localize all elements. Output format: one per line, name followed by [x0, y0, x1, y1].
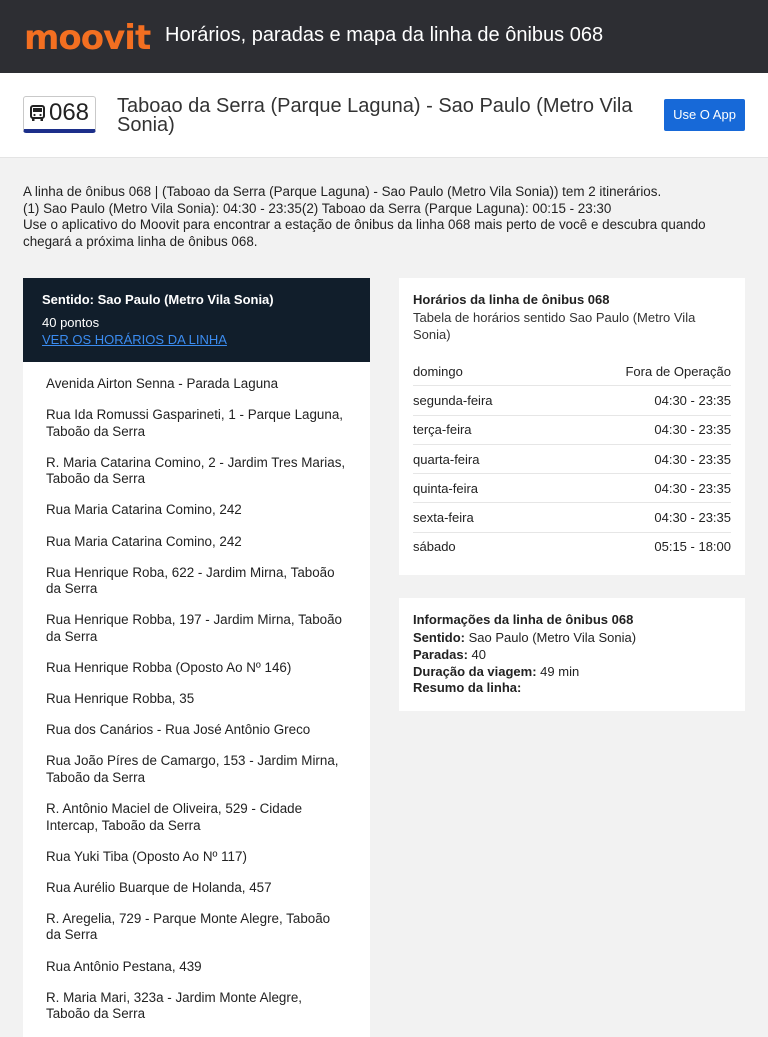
schedule-day: sábado — [413, 539, 456, 555]
stop-item[interactable]: Rua Yuki Tiba (Oposto Ao Nº 117) — [46, 848, 247, 864]
stop-item[interactable]: Rua João Píres de Camargo, 153 - Jardim Mirna, Taboão da Serra — [46, 753, 339, 785]
use-app-button[interactable]: Use O App — [664, 99, 745, 131]
stops-panel — [23, 278, 370, 1037]
schedule-row — [413, 503, 731, 532]
schedule-subtitle: Tabela de horários sentido Sao Paulo (Metro Vila Sonia) — [413, 310, 696, 342]
stop-item[interactable]: Avenida Airton Senna - Parada Laguna — [46, 376, 279, 391]
schedule-row — [413, 444, 731, 473]
schedule-title: Horários da linha de ônibus 068 — [413, 292, 610, 307]
view-schedule-link[interactable]: VER OS HORÁRIOS DA LINHA — [42, 332, 227, 347]
info-summary — [413, 680, 731, 697]
stop-item[interactable]: R. Aregelia, 729 - Parque Monte Alegre, Taboão da Serra — [46, 910, 331, 943]
bus-icon — [30, 105, 45, 122]
line-badge — [23, 96, 96, 133]
line-description — [23, 184, 743, 250]
moovit-logo[interactable]: moovit — [24, 18, 151, 58]
stop-item[interactable]: Rua Henrique Robba, 197 - Jardim Mirna, Taboão da Serra — [46, 612, 342, 644]
schedule-time: 04:30 - 23:35 — [550, 415, 731, 444]
schedule-day: quinta-feira — [413, 474, 550, 503]
top-bar — [0, 0, 768, 73]
info-duration-value: 49 min — [540, 663, 580, 679]
stop-item[interactable]: R. Antônio Maciel de Oliveira, 529 - Cidade Intercap, Taboão da Serra — [46, 801, 303, 833]
info-card — [399, 598, 745, 711]
info-title: Informações da linha de ônibus 068 — [413, 612, 634, 627]
info-direction-label: Sentido: — [413, 630, 465, 645]
schedule-row — [413, 474, 731, 503]
schedule-row — [413, 386, 731, 415]
schedule-time: 05:15 - 18:00 — [654, 539, 731, 555]
stop-item[interactable]: Rua Maria Catarina Comino, 242 — [46, 533, 242, 549]
schedule-day: quarta-feira — [413, 444, 550, 473]
stop-list — [23, 362, 370, 1023]
info-duration — [413, 664, 731, 681]
stops-count: 40 pontos — [42, 315, 100, 330]
stop-item[interactable]: Rua Aurélio Buarque de Holanda, 457 — [46, 879, 272, 895]
schedule-time: 04:30 - 23:35 — [550, 503, 731, 532]
schedule-row — [413, 532, 731, 561]
description-line: Use o aplicativo do Moovit para encontrar a estação de ônibus da linha 068 mais perto de você e descubra quando — [23, 217, 706, 232]
stop-item[interactable]: Rua Henrique Robba (Oposto Ao Nº 146) — [46, 660, 292, 676]
schedule-day: domingo — [413, 357, 550, 386]
schedule-time: Fora de Operação — [550, 357, 731, 386]
description-line: (1) Sao Paulo (Metro Vila Sonia): 04:30 - 23:35(2) Taboao da Serra (Parque Laguna): 00:15 - 23:30 — [23, 200, 612, 216]
description-line: A linha de ônibus 068 | (Taboao da Serra (Parque Laguna) - Sao Paulo (Metro Vila Sonia)) tem 2 itinerários. — [23, 184, 662, 199]
line-number: 068 — [48, 99, 90, 126]
stop-item[interactable]: R. Maria Mari, 323a - Jardim Monte Alegre, Taboão da Serra — [46, 989, 303, 1022]
stops-header — [23, 278, 370, 362]
schedule-row — [413, 415, 731, 444]
schedule-day: segunda-feira — [413, 386, 550, 415]
info-direction — [413, 630, 731, 647]
schedule-day: sexta-feira — [413, 503, 550, 532]
stop-item[interactable]: Rua Henrique Robba, 35 — [46, 691, 195, 707]
schedule-time: 04:30 - 23:35 — [550, 386, 731, 415]
schedule-card — [399, 278, 745, 575]
info-stops — [413, 647, 731, 664]
stop-item[interactable]: Rua Antônio Pestana, 439 — [46, 958, 202, 974]
page-title: Horários, paradas e mapa da linha de ônibus 068 — [165, 24, 604, 46]
info-stops-value: 40 — [471, 646, 487, 662]
description-line: chegará a próxima linha de ônibus 068. — [23, 233, 258, 249]
stop-item[interactable]: Rua Henrique Roba, 622 - Jardim Mirna, Taboão da Serra — [46, 564, 335, 597]
info-duration-label: Duração da viagem: — [413, 663, 537, 679]
stop-item[interactable]: Rua Maria Catarina Comino, 242 — [46, 502, 242, 518]
stop-item[interactable]: R. Maria Catarina Comino, 2 - Jardim Tres Marias, Taboão da Serra — [46, 454, 346, 487]
line-header — [0, 73, 768, 158]
stop-item[interactable]: Rua Ida Romussi Gasparineti, 1 - Parque Laguna, Taboão da Serra — [46, 407, 343, 439]
info-summary-label: Resumo da linha: — [413, 680, 522, 696]
schedule-row — [413, 357, 731, 386]
stops-direction: Sentido: Sao Paulo (Metro Vila Sonia) — [42, 292, 274, 307]
schedule-time: 04:30 - 23:35 — [550, 474, 731, 503]
schedule-time: 04:30 - 23:35 — [550, 444, 731, 473]
schedule-day: terça-feira — [413, 415, 550, 444]
schedule-table — [413, 357, 731, 561]
stop-item[interactable]: Rua dos Canários - Rua José Antônio Greco — [46, 722, 311, 738]
line-title: Taboao da Serra (Parque Laguna) - Sao Paulo (Metro Vila Sonia) — [117, 95, 633, 136]
info-stops-label: Paradas: — [413, 646, 468, 662]
info-direction-value: Sao Paulo (Metro Vila Sonia) — [468, 630, 637, 645]
